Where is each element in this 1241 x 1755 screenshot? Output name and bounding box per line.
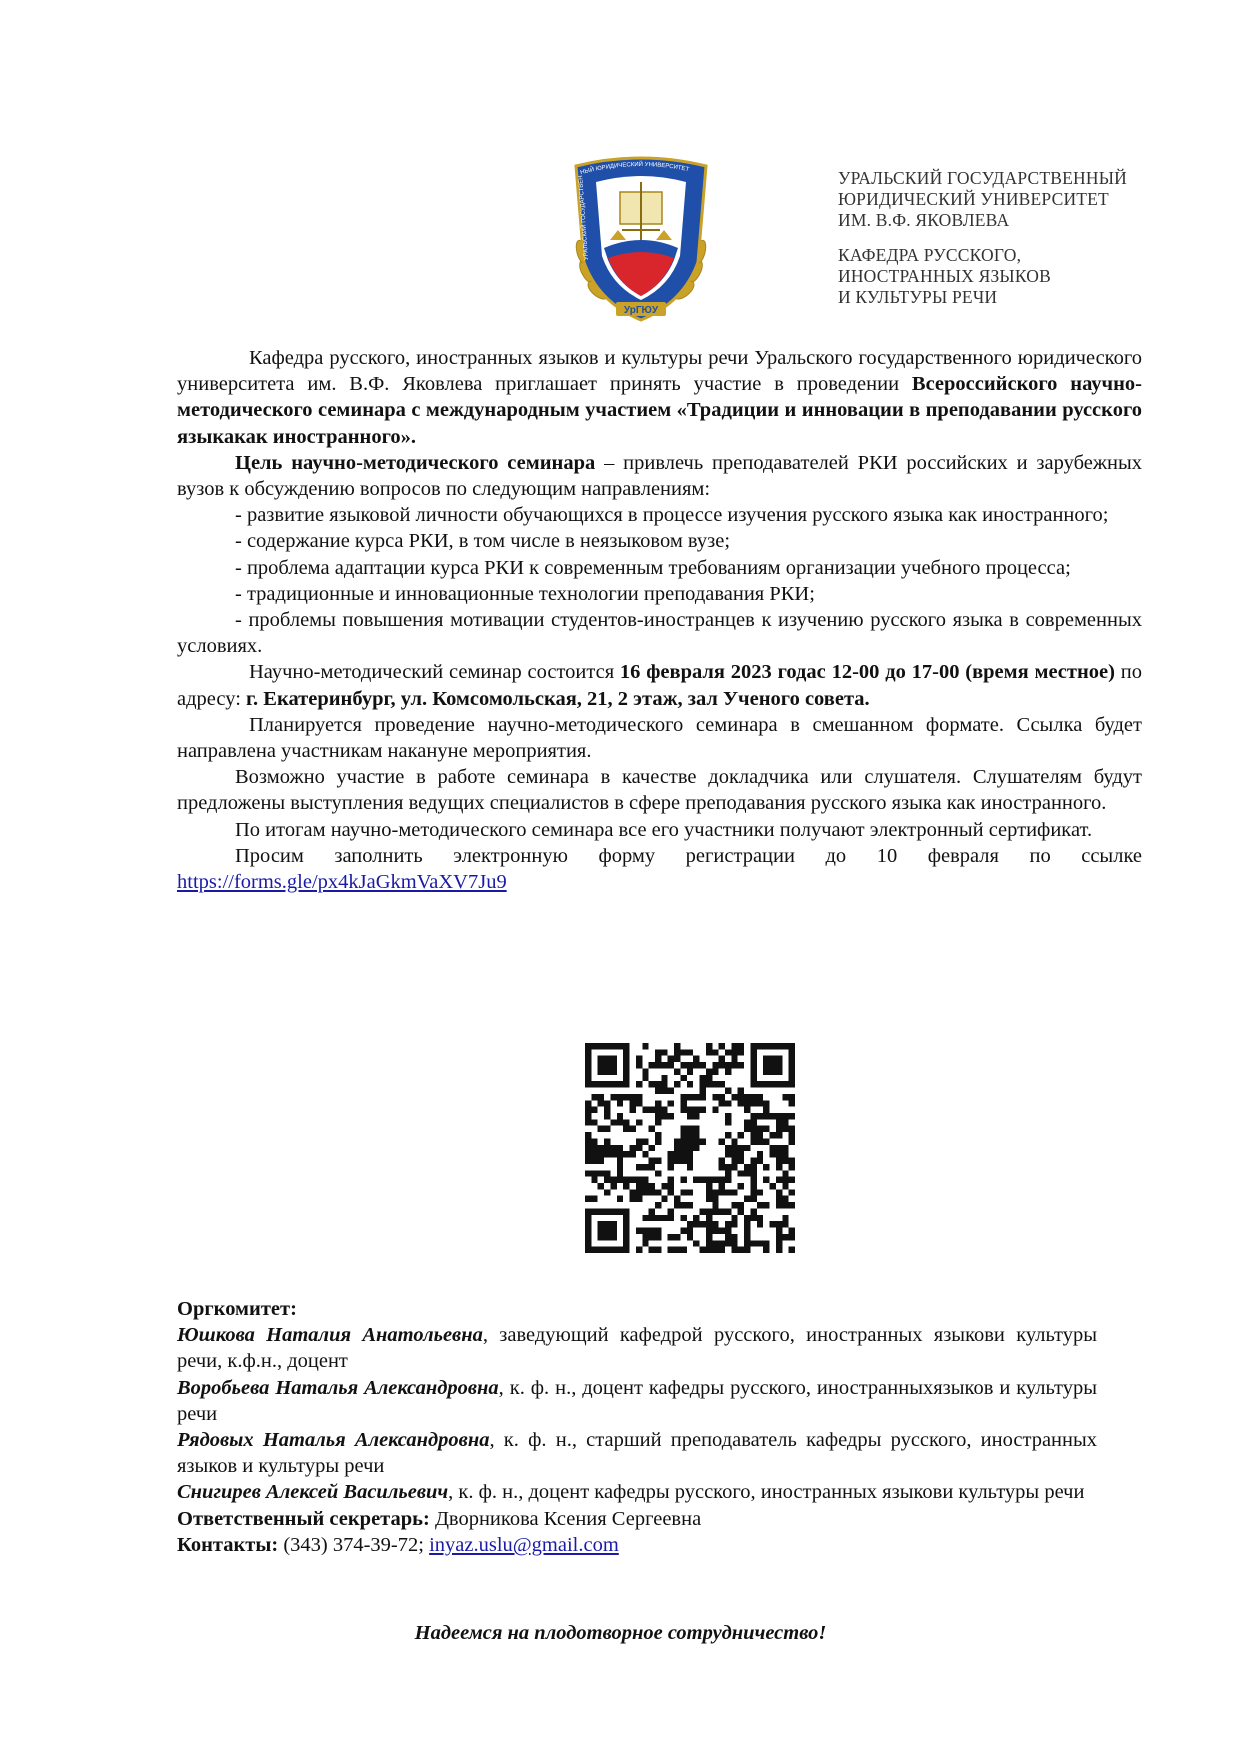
registration-text: Просим заполнить электронную форму регистрации до 10 февраля по ссылке: [235, 844, 1142, 867]
seminar-title: Всероссийского научно-методического семинара с международным участием «Традиции и инновации в преподавании русского языкакак иностранного».: [177, 373, 1142, 448]
contacts-email-link[interactable]: inyaz.uslu@gmail.com: [429, 1533, 619, 1556]
organizing-committee: [177, 1296, 1097, 1558]
department-name-line-3: И КУЛЬТУРЫ РЕЧИ: [838, 287, 998, 307]
intro-paragraph: [177, 345, 1142, 450]
member-role: , заведующий кафедрой русского, иностранных языкови культуры речи, к.ф.н., доцент: [177, 1324, 1097, 1373]
registration-link[interactable]: https://forms.gle/px4kJaGkmVaXV7Ju9: [177, 871, 507, 894]
seminar-address: г. Екатеринбург, ул. Комсомольская, 21, 2 этаж, зал Ученого совета.: [246, 687, 870, 710]
department-name-line-1: КАФЕДРА РУССКОГО,: [838, 245, 1022, 265]
university-logo-emblem: [566, 152, 716, 332]
committee-member: [177, 1479, 1097, 1505]
invitation-body: [177, 345, 1142, 895]
university-name-line-3: ИМ. В.Ф. ЯКОВЛЕВА: [838, 210, 1010, 230]
secretary-name: Дворникова Ксения Сергеевна: [429, 1507, 702, 1530]
member-role: , к. ф. н., старший преподаватель кафедры русского, иностранных языков и культуры речи: [177, 1429, 1098, 1478]
topic-item: - содержание курса РКИ, в том числе в неязыковом вузе;: [235, 530, 731, 553]
committee-member: [177, 1427, 1097, 1479]
member-name: Снигирев Алексей Васильевич: [177, 1481, 449, 1504]
university-name-block: [838, 168, 1127, 308]
registration-qr-code: [585, 1043, 795, 1253]
committee-heading: Оргкомитет:: [177, 1298, 297, 1320]
goal-text: – привлечь преподавателей РКИ российских и зарубежных вузов к обсуждению вопросов по следующим направлениям:: [177, 451, 1142, 501]
member-name: Юшкова Наталия Анатольевна: [177, 1324, 483, 1347]
participation-paragraph: Возможно участие в работе семинара в качестве докладчика или слушателя. Слушателям будут предложены выступления ведущих специалистов в сфере преподавания русского языка как иностранного.: [177, 766, 1142, 815]
topic-item: - проблемы повышения мотивации студентов-иностранцев к изучению русского языка в современных условиях.: [177, 609, 1142, 658]
university-name-line-2: ЮРИДИЧЕСКИЙ УНИВЕРСИТЕТ: [838, 189, 1109, 209]
seminar-date: 16 февраля 2023 года: [619, 661, 817, 684]
topic-item: - традиционные и инновационные технологии преподавания РКИ;: [235, 582, 815, 605]
contacts-phone: (343) 374-39-72;: [278, 1533, 430, 1556]
committee-member: [177, 1322, 1097, 1374]
secretary-label: Ответственный секретарь:: [177, 1507, 430, 1530]
logo-abbreviation: УрГЮУ: [623, 305, 659, 316]
member-role: , к. ф. н., доцент кафедры русского, иностранныхязыков и культуры речи: [177, 1376, 1098, 1425]
certificate-paragraph: По итогам научно-методического семинара все его участники получают электронный сертификат.: [235, 818, 1093, 841]
member-name: Рядовых Наталья Александровна: [177, 1429, 490, 1452]
member-role: , к. ф. н., доцент кафедры русского, иностранных языкови культуры речи: [448, 1481, 1085, 1504]
contacts-line: [177, 1532, 1097, 1558]
intro-text: Кафедра русского, иностранных языков и культуры речи Уральского государственного юридического университета им. В.Ф. Яковлева приглашает принять участие в проведении: [177, 347, 1142, 396]
closing-line: Надеемся на плодотворное сотрудничество!: [414, 1622, 827, 1644]
seminar-time: с 12-00 до 17-00 (время местное): [816, 661, 1115, 684]
schedule-paragraph: [177, 659, 1142, 711]
committee-member: [177, 1375, 1097, 1427]
contacts-label: Контакты:: [177, 1533, 279, 1556]
university-name-line-1: УРАЛЬСКИЙ ГОСУДАРСТВЕННЫЙ: [838, 168, 1128, 188]
address-label: по адресу:: [177, 661, 1142, 710]
goal-paragraph: [177, 450, 1142, 502]
logo-ring-text: УРАЛЬСКИЙ ГОСУДАРСТВЕННЫЙ ЮРИДИЧЕСКИЙ УНИВЕРСИТЕТ: [578, 161, 690, 261]
topic-item: - развитие языковой личности обучающихся в процессе изучения русского языка как иностранного;: [235, 504, 1109, 527]
goal-label: Цель научно-методического семинара: [235, 451, 596, 474]
department-name-line-2: ИНОСТРАННЫХ ЯЗЫКОВ: [838, 266, 1052, 286]
schedule-text: Научно-методический семинар состоится: [249, 661, 620, 684]
registration-paragraph: [177, 843, 1142, 895]
format-paragraph: Планируется проведение научно-методического семинара в смешанном формате. Ссылка будет направлена участникам накануне мероприятия.: [177, 713, 1142, 763]
topic-item: - проблема адаптации курса РКИ к современным требованиям организации учебного процесса;: [235, 556, 1071, 579]
secretary-line: [177, 1506, 1097, 1532]
member-name: Воробьева Наталья Александровна: [177, 1376, 499, 1399]
